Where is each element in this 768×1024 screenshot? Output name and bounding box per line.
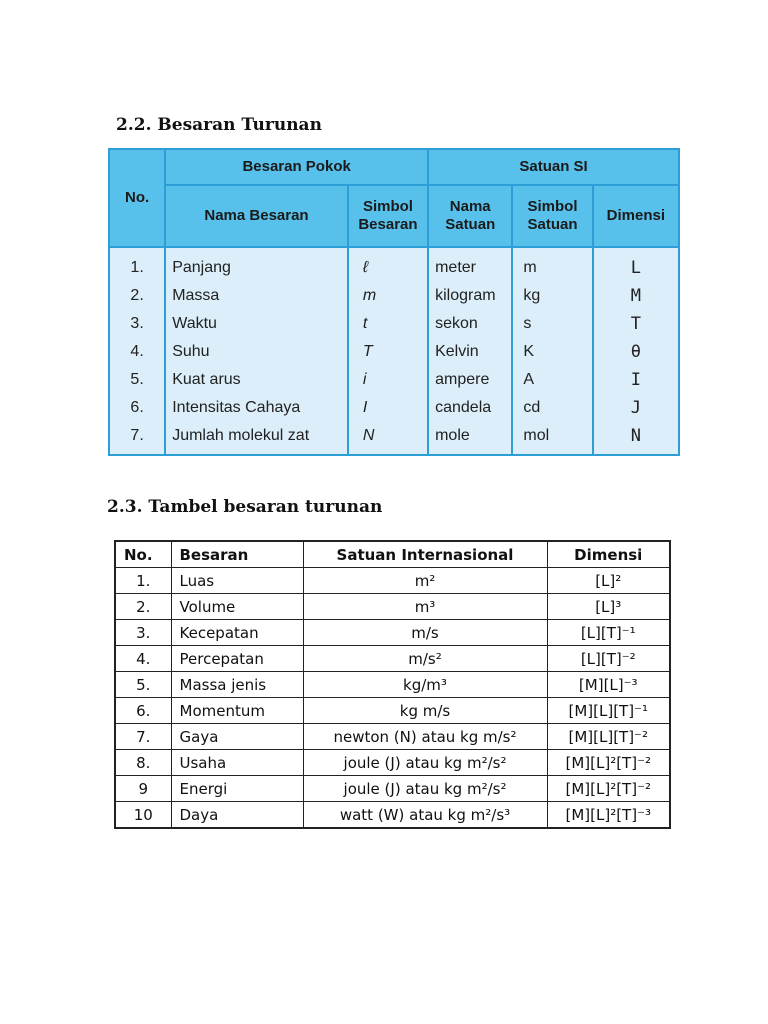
row-number: 6. — [109, 394, 165, 422]
besaran: Kecepatan — [171, 620, 303, 646]
simbol-satuan: K — [512, 338, 592, 366]
row-number: 1. — [109, 247, 165, 282]
table-row — [115, 698, 670, 724]
nama-besaran: Waktu — [165, 310, 348, 338]
header-no: No. — [115, 541, 171, 568]
dimensi: [M][L][T]⁻² — [547, 724, 670, 750]
satuan-internasional: newton (N) atau kg m/s² — [303, 724, 547, 750]
row-number: 8. — [115, 750, 171, 776]
dimensi: N — [593, 422, 679, 455]
dimensi: [M][L]⁻³ — [547, 672, 670, 698]
dimensi: L — [593, 247, 679, 282]
besaran-pokok-table — [108, 148, 680, 456]
satuan-internasional: m/s — [303, 620, 547, 646]
besaran: Volume — [171, 594, 303, 620]
row-number: 7. — [109, 422, 165, 455]
nama-besaran: Massa — [165, 282, 348, 310]
satuan-internasional: kg m/s — [303, 698, 547, 724]
row-number: 5. — [115, 672, 171, 698]
table-row — [115, 724, 670, 750]
dimensi: T — [593, 310, 679, 338]
row-number: 4. — [115, 646, 171, 672]
table-row — [109, 247, 679, 282]
table-row — [115, 594, 670, 620]
row-number: 7. — [115, 724, 171, 750]
satuan-internasional: watt (W) atau kg m²/s³ — [303, 802, 547, 829]
header-no: No. — [109, 149, 165, 247]
satuan-internasional: m² — [303, 568, 547, 594]
nama-satuan: kilogram — [428, 282, 512, 310]
table-row — [115, 776, 670, 802]
header-simbol-besaran: Simbol Besaran — [348, 185, 428, 247]
dimensi: [L]³ — [547, 594, 670, 620]
nama-satuan: Kelvin — [428, 338, 512, 366]
table-row — [115, 568, 670, 594]
table-row — [115, 802, 670, 829]
besaran: Gaya — [171, 724, 303, 750]
simbol-satuan: A — [512, 366, 592, 394]
simbol-besaran: ℓ — [348, 247, 428, 282]
nama-satuan: mole — [428, 422, 512, 455]
row-number: 6. — [115, 698, 171, 724]
nama-satuan: candela — [428, 394, 512, 422]
table-row — [109, 338, 679, 366]
dimensi: [M][L]²[T]⁻³ — [547, 802, 670, 829]
simbol-satuan: cd — [512, 394, 592, 422]
dimensi: [M][L]²[T]⁻² — [547, 750, 670, 776]
dimensi: [M][L]²[T]⁻² — [547, 776, 670, 802]
nama-besaran: Kuat arus — [165, 366, 348, 394]
besaran: Percepatan — [171, 646, 303, 672]
table-row — [115, 620, 670, 646]
besaran: Massa jenis — [171, 672, 303, 698]
simbol-besaran: m — [348, 282, 428, 310]
simbol-besaran: i — [348, 366, 428, 394]
row-number: 10 — [115, 802, 171, 829]
row-number: 9 — [115, 776, 171, 802]
nama-besaran: Intensitas Cahaya — [165, 394, 348, 422]
dimensi: M — [593, 282, 679, 310]
header-dimensi: Dimensi — [593, 185, 679, 247]
table-row — [109, 366, 679, 394]
satuan-internasional: m³ — [303, 594, 547, 620]
simbol-besaran: T — [348, 338, 428, 366]
simbol-satuan: m — [512, 247, 592, 282]
dimensi: I — [593, 366, 679, 394]
satuan-internasional: joule (J) atau kg m²/s² — [303, 776, 547, 802]
row-number: 1. — [115, 568, 171, 594]
row-number: 4. — [109, 338, 165, 366]
table-row — [115, 672, 670, 698]
simbol-satuan: s — [512, 310, 592, 338]
section-2-3-title: 2.3. Tambel besaran turunan — [107, 497, 383, 517]
section-2-2-title: 2.2. Besaran Turunan — [116, 115, 322, 135]
besaran: Daya — [171, 802, 303, 829]
header-besaran-pokok: Besaran Pokok — [165, 149, 428, 185]
dimensi: [M][L][T]⁻¹ — [547, 698, 670, 724]
row-number: 2. — [109, 282, 165, 310]
simbol-besaran: I — [348, 394, 428, 422]
table-row — [109, 422, 679, 455]
satuan-internasional: joule (J) atau kg m²/s² — [303, 750, 547, 776]
header-nama-besaran: Nama Besaran — [165, 185, 348, 247]
nama-besaran: Panjang — [165, 247, 348, 282]
simbol-satuan: mol — [512, 422, 592, 455]
table-row — [115, 750, 670, 776]
dimensi: θ — [593, 338, 679, 366]
row-number: 2. — [115, 594, 171, 620]
dimensi: [L][T]⁻² — [547, 646, 670, 672]
nama-besaran: Jumlah molekul zat — [165, 422, 348, 455]
row-number: 3. — [115, 620, 171, 646]
nama-satuan: sekon — [428, 310, 512, 338]
simbol-besaran: t — [348, 310, 428, 338]
besaran-turunan-table — [114, 540, 671, 829]
row-number: 5. — [109, 366, 165, 394]
satuan-internasional: m/s² — [303, 646, 547, 672]
simbol-besaran: N — [348, 422, 428, 455]
simbol-satuan: kg — [512, 282, 592, 310]
header-dimensi: Dimensi — [547, 541, 670, 568]
table-row — [109, 394, 679, 422]
nama-satuan: meter — [428, 247, 512, 282]
dimensi: [L]² — [547, 568, 670, 594]
besaran: Usaha — [171, 750, 303, 776]
besaran: Luas — [171, 568, 303, 594]
dimensi: J — [593, 394, 679, 422]
row-number: 3. — [109, 310, 165, 338]
satuan-internasional: kg/m³ — [303, 672, 547, 698]
header-satuan-si: Satuan SI — [428, 149, 679, 185]
header-besaran: Besaran — [171, 541, 303, 568]
header-satuan-internasional: Satuan Internasional — [303, 541, 547, 568]
table-row — [109, 282, 679, 310]
besaran: Momentum — [171, 698, 303, 724]
table-row — [115, 646, 670, 672]
dimensi: [L][T]⁻¹ — [547, 620, 670, 646]
header-simbol-satuan: Simbol Satuan — [512, 185, 592, 247]
nama-besaran: Suhu — [165, 338, 348, 366]
nama-satuan: ampere — [428, 366, 512, 394]
besaran: Energi — [171, 776, 303, 802]
header-nama-satuan: Nama Satuan — [428, 185, 512, 247]
table-row — [109, 310, 679, 338]
